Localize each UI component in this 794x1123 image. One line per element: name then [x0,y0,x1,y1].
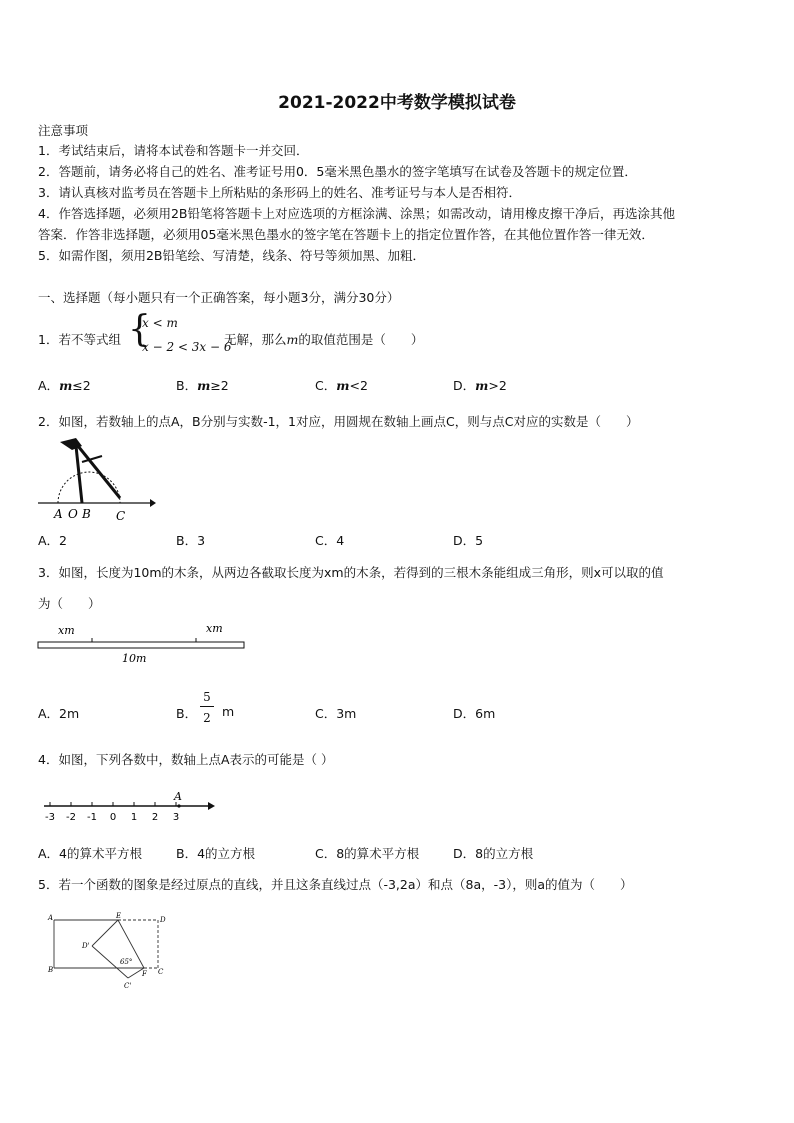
label-e: E [116,912,122,920]
page-title: 2021-2022中考数学模拟试卷 [278,93,516,113]
note-item: 答案．作答非选择题，必须用05毫米黑色墨水的签字笔在答题卡上的指定位置作答，在其他位置作答一律无效． [38,227,654,242]
axis-tick-label: 1 [130,812,138,823]
axis-tick-label: 0 [109,812,117,823]
label-b: B [82,507,91,521]
option-rest: <2 [349,378,368,393]
angle-label: 65° [120,958,133,966]
note-item: 1．考试结束后，请将本试卷和答题卡一并交回． [38,143,309,158]
note-item: 4．作答选择题，必须用2B铅笔将答题卡上对应选项的方框涂满、涂黑；如需改动，请用橡皮擦干净后，再选涂其他 [38,206,675,221]
q4-option-a[interactable]: A．4的算术平方根 [38,846,143,861]
q3-option-d[interactable]: D．6m [453,706,496,721]
option-rest: ≥2 [210,378,229,393]
q1-prefix: 1．若不等式组 [38,332,121,347]
label-xm-right: xm [206,622,223,635]
option-label: C． [315,378,337,393]
q4-text: 4．如图，下列各数中，数轴上点A表示的可能是（ ） [38,752,334,767]
label-a: A [54,507,63,521]
q1-inequality-2: x − 2 < 3x − 6 [142,340,232,354]
edge-ed-prime [92,920,118,946]
q2-text: 2．如图，若数轴上的点A，B分别与实数-1，1对应，用圆规在数轴上画点C，则与点C对应的实数是（ ） [38,414,639,429]
axis-ticks [45,802,179,823]
label-10m: 10m [122,652,147,665]
option-label: B． [176,706,198,721]
q2-option-b[interactable]: B．3 [176,533,206,548]
q2-option-d[interactable]: D．5 [453,533,484,548]
label-xm-left: xm [58,624,75,637]
notes-heading: 注意事项 [38,123,89,138]
axis-tick-label: 2 [151,812,159,823]
q2-figure [36,436,156,522]
wood-strip [38,642,244,648]
label-d-prime: D' [82,942,90,950]
q5-figure [46,912,176,990]
arrow-head [150,499,156,507]
label-b: B [48,966,54,974]
q3-figure [36,620,248,670]
label-o: O [68,507,78,521]
point-a [177,804,180,807]
option-label: D． [453,378,476,393]
option-rest: >2 [488,378,507,393]
q1-option-a[interactable] [38,376,91,394]
q3-option-c[interactable]: C．3m [315,706,357,721]
q3-fraction-numerator: 5 [203,690,211,704]
q1-option-c[interactable] [315,376,368,394]
q1-brace: { [128,309,151,350]
note-item: 5．如需作图，须用2B铅笔绘、写清楚，线条、符号等须加黑、加粗． [38,248,425,263]
option-var: m [59,378,73,393]
q5-text: 5．若一个函数的图象是经过原点的直线，并且这条直线过点（-3,2a）和点（8a，-3），则a的值为（ ） [38,877,633,892]
label-c: C [158,968,164,976]
q4-option-c[interactable]: C．8的算术平方根 [315,846,420,861]
option-label: A． [38,378,60,393]
q4-option-d[interactable]: D．8的立方根 [453,846,534,861]
label-c-prime: C' [124,982,132,990]
q1-option-d[interactable] [453,376,507,394]
label-c: C [116,509,126,522]
axis-tick-label: 3 [172,812,180,823]
axis-tick-label: -3 [45,812,55,823]
q3-option-a[interactable]: A．2m [38,706,80,721]
q1-suffix-a: 无解，那么 [224,332,287,347]
option-rest: ≤2 [72,378,91,393]
label-a: A [48,914,54,922]
q3-option-b-unit: m [222,704,235,719]
q1-suffix-b: 的取值范围是（ ） [298,332,424,347]
q1-var: m [286,332,299,347]
q1-suffix [224,330,423,348]
q3-option-b[interactable] [176,704,197,722]
label-f: F [142,970,147,978]
option-var: m [197,378,211,393]
axis-tick-label: -1 [87,812,97,823]
q1-option-b[interactable] [176,376,229,394]
label-d: D [160,916,166,924]
q2-option-c[interactable]: C．4 [315,533,345,548]
q4-option-b[interactable]: B．4的立方根 [176,846,256,861]
option-var: m [475,378,489,393]
option-label: B． [176,378,198,393]
q4-number-line [40,790,220,826]
note-item: 3．请认真核对监考员在答题卡上所粘贴的条形码上的姓名、准考证号与本人是否相符． [38,185,521,200]
note-item: 2．答题前，请务必将自己的姓名、准考证号用0．5毫米黑色墨水的签字笔填写在试卷及答题卡的规定位置． [38,164,637,179]
axis-arrow [208,802,215,810]
compass-leg-right [78,446,120,498]
q3-text-line2: 为（ ） [38,596,101,611]
q3-fraction-denominator: 2 [203,711,211,725]
point-a-label: A [174,790,182,803]
section-heading: 一、选择题（每小题只有一个正确答案，每小题3分，满分30分） [38,290,400,305]
axis-tick-label: -2 [66,812,76,823]
q1-inequality-1: x < m [142,316,178,330]
q3-fraction-bar [200,706,214,707]
option-var: m [336,378,350,393]
q3-text-line1: 3．如图，长度为10m的木条，从两边各截取长度为xm的木条，若得到的三根木条能组成三角形，则x可以取的值 [38,565,664,580]
q2-option-a[interactable]: A．2 [38,533,68,548]
